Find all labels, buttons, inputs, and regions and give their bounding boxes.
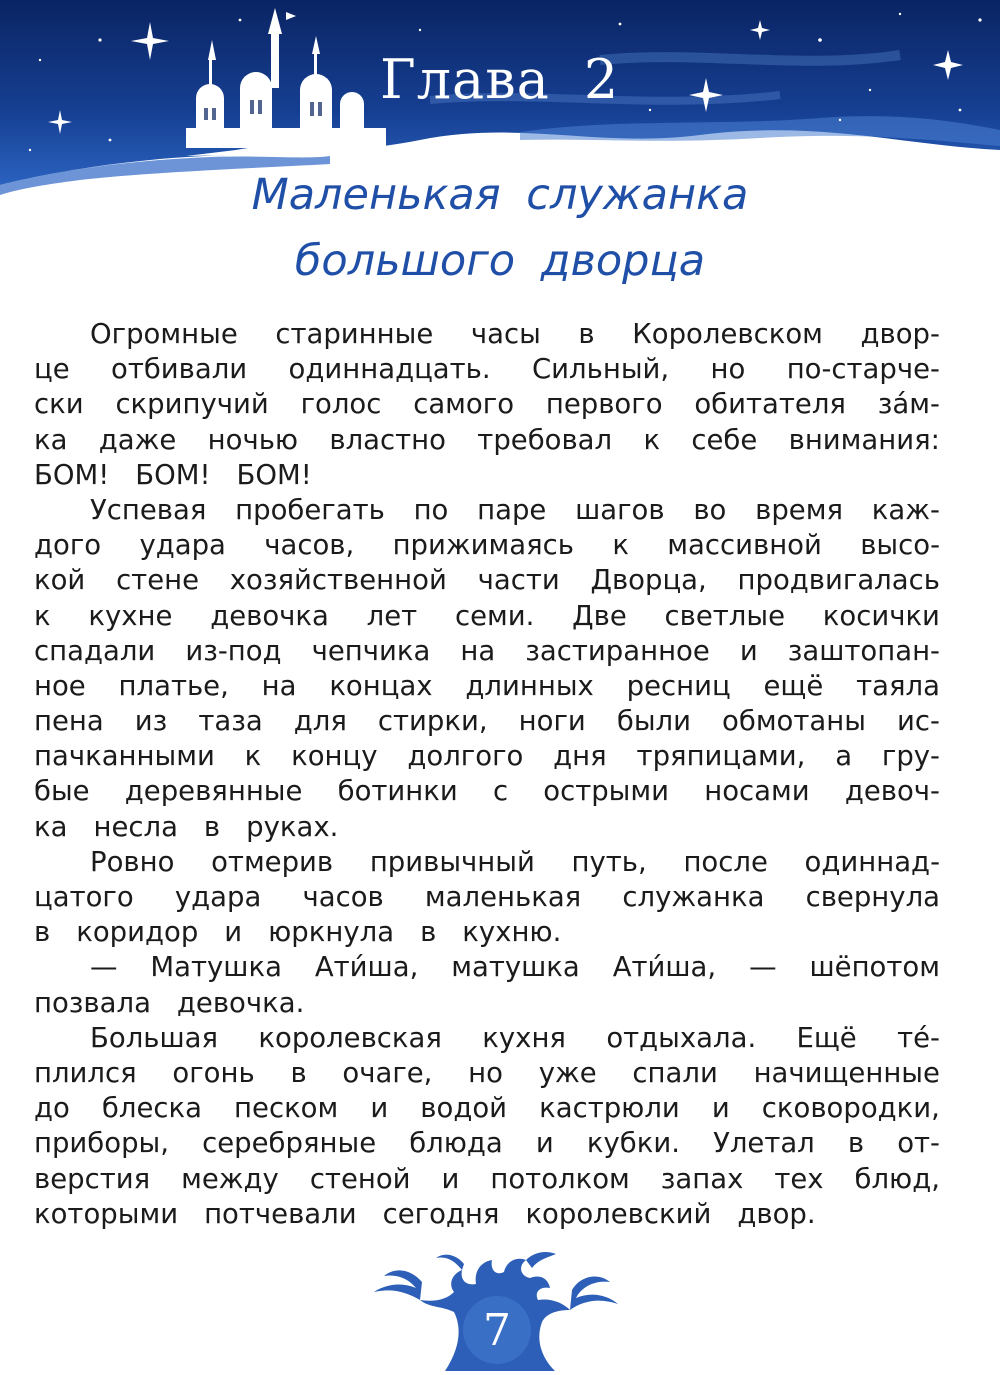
word: самого: [413, 388, 515, 421]
word: обитателя: [694, 388, 846, 421]
word: Ати́ша,: [612, 951, 717, 984]
word: кастрюли: [539, 1092, 680, 1125]
word: чепчика: [311, 634, 431, 667]
word: платье,: [118, 669, 229, 702]
word: очаге,: [342, 1056, 433, 1089]
text-line: [34, 599, 940, 634]
text-line: [34, 915, 940, 950]
word: себе: [691, 423, 758, 456]
word: шёпотом: [809, 951, 940, 984]
word: массивной: [667, 529, 822, 562]
word: части: [477, 564, 560, 597]
word: в: [578, 318, 595, 350]
text-line: [34, 1091, 940, 1126]
word: и: [224, 916, 243, 949]
text-line: [34, 563, 940, 598]
word: потолком: [490, 1162, 630, 1195]
word: деревянные: [124, 775, 303, 808]
word: коридор: [76, 916, 199, 949]
word: королевская: [258, 1021, 442, 1054]
word: Ровно: [90, 845, 175, 878]
word: в: [34, 916, 51, 949]
chapter-word: Глава: [380, 48, 550, 111]
word: бые: [34, 775, 90, 808]
word: Дворца,: [590, 564, 707, 597]
word: кухню.: [462, 916, 562, 949]
word: и: [441, 1162, 460, 1195]
word: блюд,: [854, 1162, 940, 1195]
word: прижимаясь: [392, 529, 574, 562]
chapter-title-line: Маленькая служанка: [251, 170, 749, 220]
word: отдыхала.: [606, 1021, 757, 1054]
word: двор.: [737, 1197, 816, 1230]
chapter-label: [380, 48, 619, 111]
word: приборы,: [34, 1127, 170, 1160]
word: голос: [300, 388, 382, 421]
word: Большая: [90, 1021, 219, 1054]
word: несла: [93, 810, 178, 843]
word: девочка: [210, 599, 329, 632]
word: кой: [34, 564, 86, 597]
word: по-старче-: [786, 353, 940, 386]
word: ски: [34, 388, 84, 421]
chapter-title: [0, 162, 1000, 294]
word: ное: [34, 669, 86, 702]
word: паре: [477, 493, 547, 526]
word: после: [683, 845, 768, 878]
word: требовал: [477, 423, 613, 456]
text-line: [34, 423, 940, 458]
word: острыми: [543, 775, 670, 808]
word: удара: [174, 881, 262, 913]
word: дня: [553, 740, 607, 773]
body-text: [34, 317, 940, 1232]
word: часы: [470, 318, 541, 350]
word: пачканными: [34, 740, 215, 773]
text-line: [34, 845, 940, 880]
word: обмотаны: [722, 705, 866, 738]
word: а: [835, 740, 853, 773]
word: хозяйственной: [229, 564, 447, 597]
word: Успевая: [90, 493, 207, 526]
word: высо-: [860, 529, 940, 562]
word: заштопан-: [787, 634, 940, 667]
word: тех: [774, 1162, 824, 1195]
word: ис-: [897, 705, 940, 738]
text-line: [34, 317, 940, 352]
footer-tree: [350, 1248, 650, 1371]
word: старинные: [275, 318, 434, 350]
word: и: [535, 1127, 554, 1160]
text-line: [34, 1197, 940, 1232]
word: светлые: [664, 599, 785, 632]
page-number: 7: [483, 1305, 511, 1356]
word: огонь: [172, 1056, 255, 1089]
word: пробегать: [235, 493, 385, 526]
word: властно: [329, 423, 446, 456]
word: привычный: [369, 845, 535, 878]
word: кухня: [482, 1021, 566, 1054]
word: отбивали: [111, 353, 248, 386]
word: длинных: [465, 669, 594, 702]
word: и: [711, 1092, 730, 1125]
text-line: [34, 739, 940, 774]
word: от-: [897, 1127, 940, 1160]
word: кухне: [88, 599, 173, 632]
word: потчевали: [204, 1197, 357, 1230]
word: спадали: [34, 634, 156, 667]
word: часов: [302, 881, 384, 913]
text-line: [34, 387, 940, 422]
word: Ещё: [796, 1021, 857, 1054]
word: в: [847, 1127, 865, 1160]
word: матушка: [451, 951, 580, 984]
word: скрипучий: [115, 388, 269, 421]
word: стеной: [309, 1162, 411, 1195]
word: ботинки: [337, 775, 458, 808]
word: стирки,: [377, 705, 488, 738]
word: за́м-: [877, 388, 940, 421]
text-line: [34, 669, 940, 704]
word: пена: [34, 705, 104, 738]
word: были: [616, 705, 691, 738]
text-line: [34, 1021, 940, 1056]
word: даже: [98, 423, 177, 456]
word: —: [90, 951, 118, 984]
text-line: [34, 950, 940, 985]
word: к: [612, 529, 629, 562]
word: двор-: [860, 318, 940, 350]
text-line: [34, 704, 940, 739]
word: но: [710, 353, 746, 386]
word: из: [134, 705, 168, 738]
word: до: [34, 1092, 70, 1125]
word: тряпицами,: [636, 740, 806, 773]
word: ноги: [518, 705, 586, 738]
word: плился: [34, 1056, 137, 1089]
word: уже: [538, 1056, 597, 1089]
word: по: [413, 493, 449, 526]
word: сковородки,: [761, 1092, 940, 1125]
word: к: [34, 599, 51, 632]
text-line: [34, 493, 940, 528]
word: таза: [198, 705, 263, 738]
word: ка: [34, 810, 68, 843]
word: удара: [139, 529, 226, 562]
word: серебряные: [202, 1127, 377, 1160]
word: носами: [704, 775, 810, 808]
word: цатого: [34, 881, 134, 913]
word: дого: [34, 529, 102, 562]
word: концу: [291, 740, 378, 773]
word: начищенные: [753, 1056, 940, 1089]
text-line: [34, 528, 940, 563]
word: стене: [116, 564, 200, 597]
word: руках.: [246, 810, 339, 843]
word: це: [34, 353, 70, 386]
word: девоч-: [844, 775, 940, 808]
word: ресниц: [626, 669, 731, 702]
word: одиннад-: [804, 845, 940, 878]
word: с: [492, 775, 509, 808]
word: ещё: [763, 669, 824, 702]
word: БОМ!: [236, 458, 312, 491]
word: верстия: [34, 1162, 151, 1195]
word: первого: [545, 388, 663, 421]
word: Сильный,: [531, 353, 670, 386]
text-line: [34, 458, 940, 493]
word: к: [244, 740, 262, 773]
word: путь,: [571, 845, 647, 878]
text-line: [34, 1162, 940, 1197]
tree-illustration: [350, 1248, 650, 1371]
word: отмерив: [211, 845, 334, 878]
text-line: [34, 1056, 940, 1091]
text-line: [34, 352, 940, 387]
word: блеска: [101, 1092, 202, 1125]
word: одиннадцать.: [288, 353, 491, 386]
word: и: [739, 634, 758, 667]
word: маленькая: [424, 881, 582, 913]
word: свернула: [805, 881, 940, 913]
word: таяла: [856, 669, 940, 702]
word: внимания:: [788, 423, 940, 456]
word: семи.: [454, 599, 535, 632]
word: каж-: [871, 493, 940, 526]
word: Две: [572, 599, 627, 632]
word: между: [181, 1162, 279, 1195]
word: ночью: [207, 423, 299, 456]
word: позвала: [34, 986, 151, 1019]
text-line: [34, 986, 940, 1021]
word: на: [261, 669, 297, 702]
word: к: [643, 423, 661, 456]
word: Огромные: [90, 318, 238, 350]
text-line: [34, 880, 940, 915]
word: спали: [632, 1056, 718, 1089]
word: в: [203, 810, 221, 843]
word: в: [420, 916, 437, 949]
word: БОМ!: [135, 458, 211, 491]
word: те́-: [897, 1021, 940, 1054]
text-line: [34, 634, 940, 669]
word: лет: [366, 599, 418, 632]
chapter-title-line: большого дворца: [294, 236, 706, 286]
word: шагов: [575, 493, 665, 526]
word: запах: [660, 1162, 744, 1195]
word: которыми: [34, 1197, 179, 1230]
word: в: [290, 1056, 307, 1089]
word: кубки.: [586, 1127, 680, 1160]
word: Матушка: [150, 951, 282, 984]
word: Ати́ша,: [314, 951, 419, 984]
word: но: [468, 1056, 503, 1089]
word: юркнула: [268, 916, 395, 949]
text-line: [34, 810, 940, 845]
word: девочка.: [176, 986, 305, 1019]
word: концах: [329, 669, 433, 702]
word: гру-: [881, 740, 940, 773]
word: косички: [822, 599, 940, 632]
word: Улетал: [713, 1127, 815, 1160]
word: ка: [34, 423, 68, 456]
text-line: [34, 1126, 940, 1161]
word: на: [460, 634, 496, 667]
word: продвигалась: [737, 564, 940, 597]
word: долгого: [407, 740, 524, 773]
word: водой: [420, 1092, 508, 1125]
word: Королевском: [632, 318, 823, 350]
word: и: [370, 1092, 389, 1125]
word: застиранное: [525, 634, 710, 667]
word: —: [749, 951, 777, 984]
word: время: [755, 493, 844, 526]
word: сегодня: [382, 1197, 500, 1230]
chapter-number: 2: [583, 48, 620, 111]
word: из-под: [185, 634, 282, 667]
text-line: [34, 774, 940, 809]
word: блюда: [409, 1127, 503, 1160]
word: часов,: [264, 529, 355, 562]
word: для: [293, 705, 347, 738]
word: служанка: [622, 881, 765, 913]
word: во: [693, 493, 727, 526]
word: БОМ!: [34, 458, 110, 491]
word: песком: [234, 1092, 339, 1125]
word: королевский: [525, 1197, 712, 1230]
